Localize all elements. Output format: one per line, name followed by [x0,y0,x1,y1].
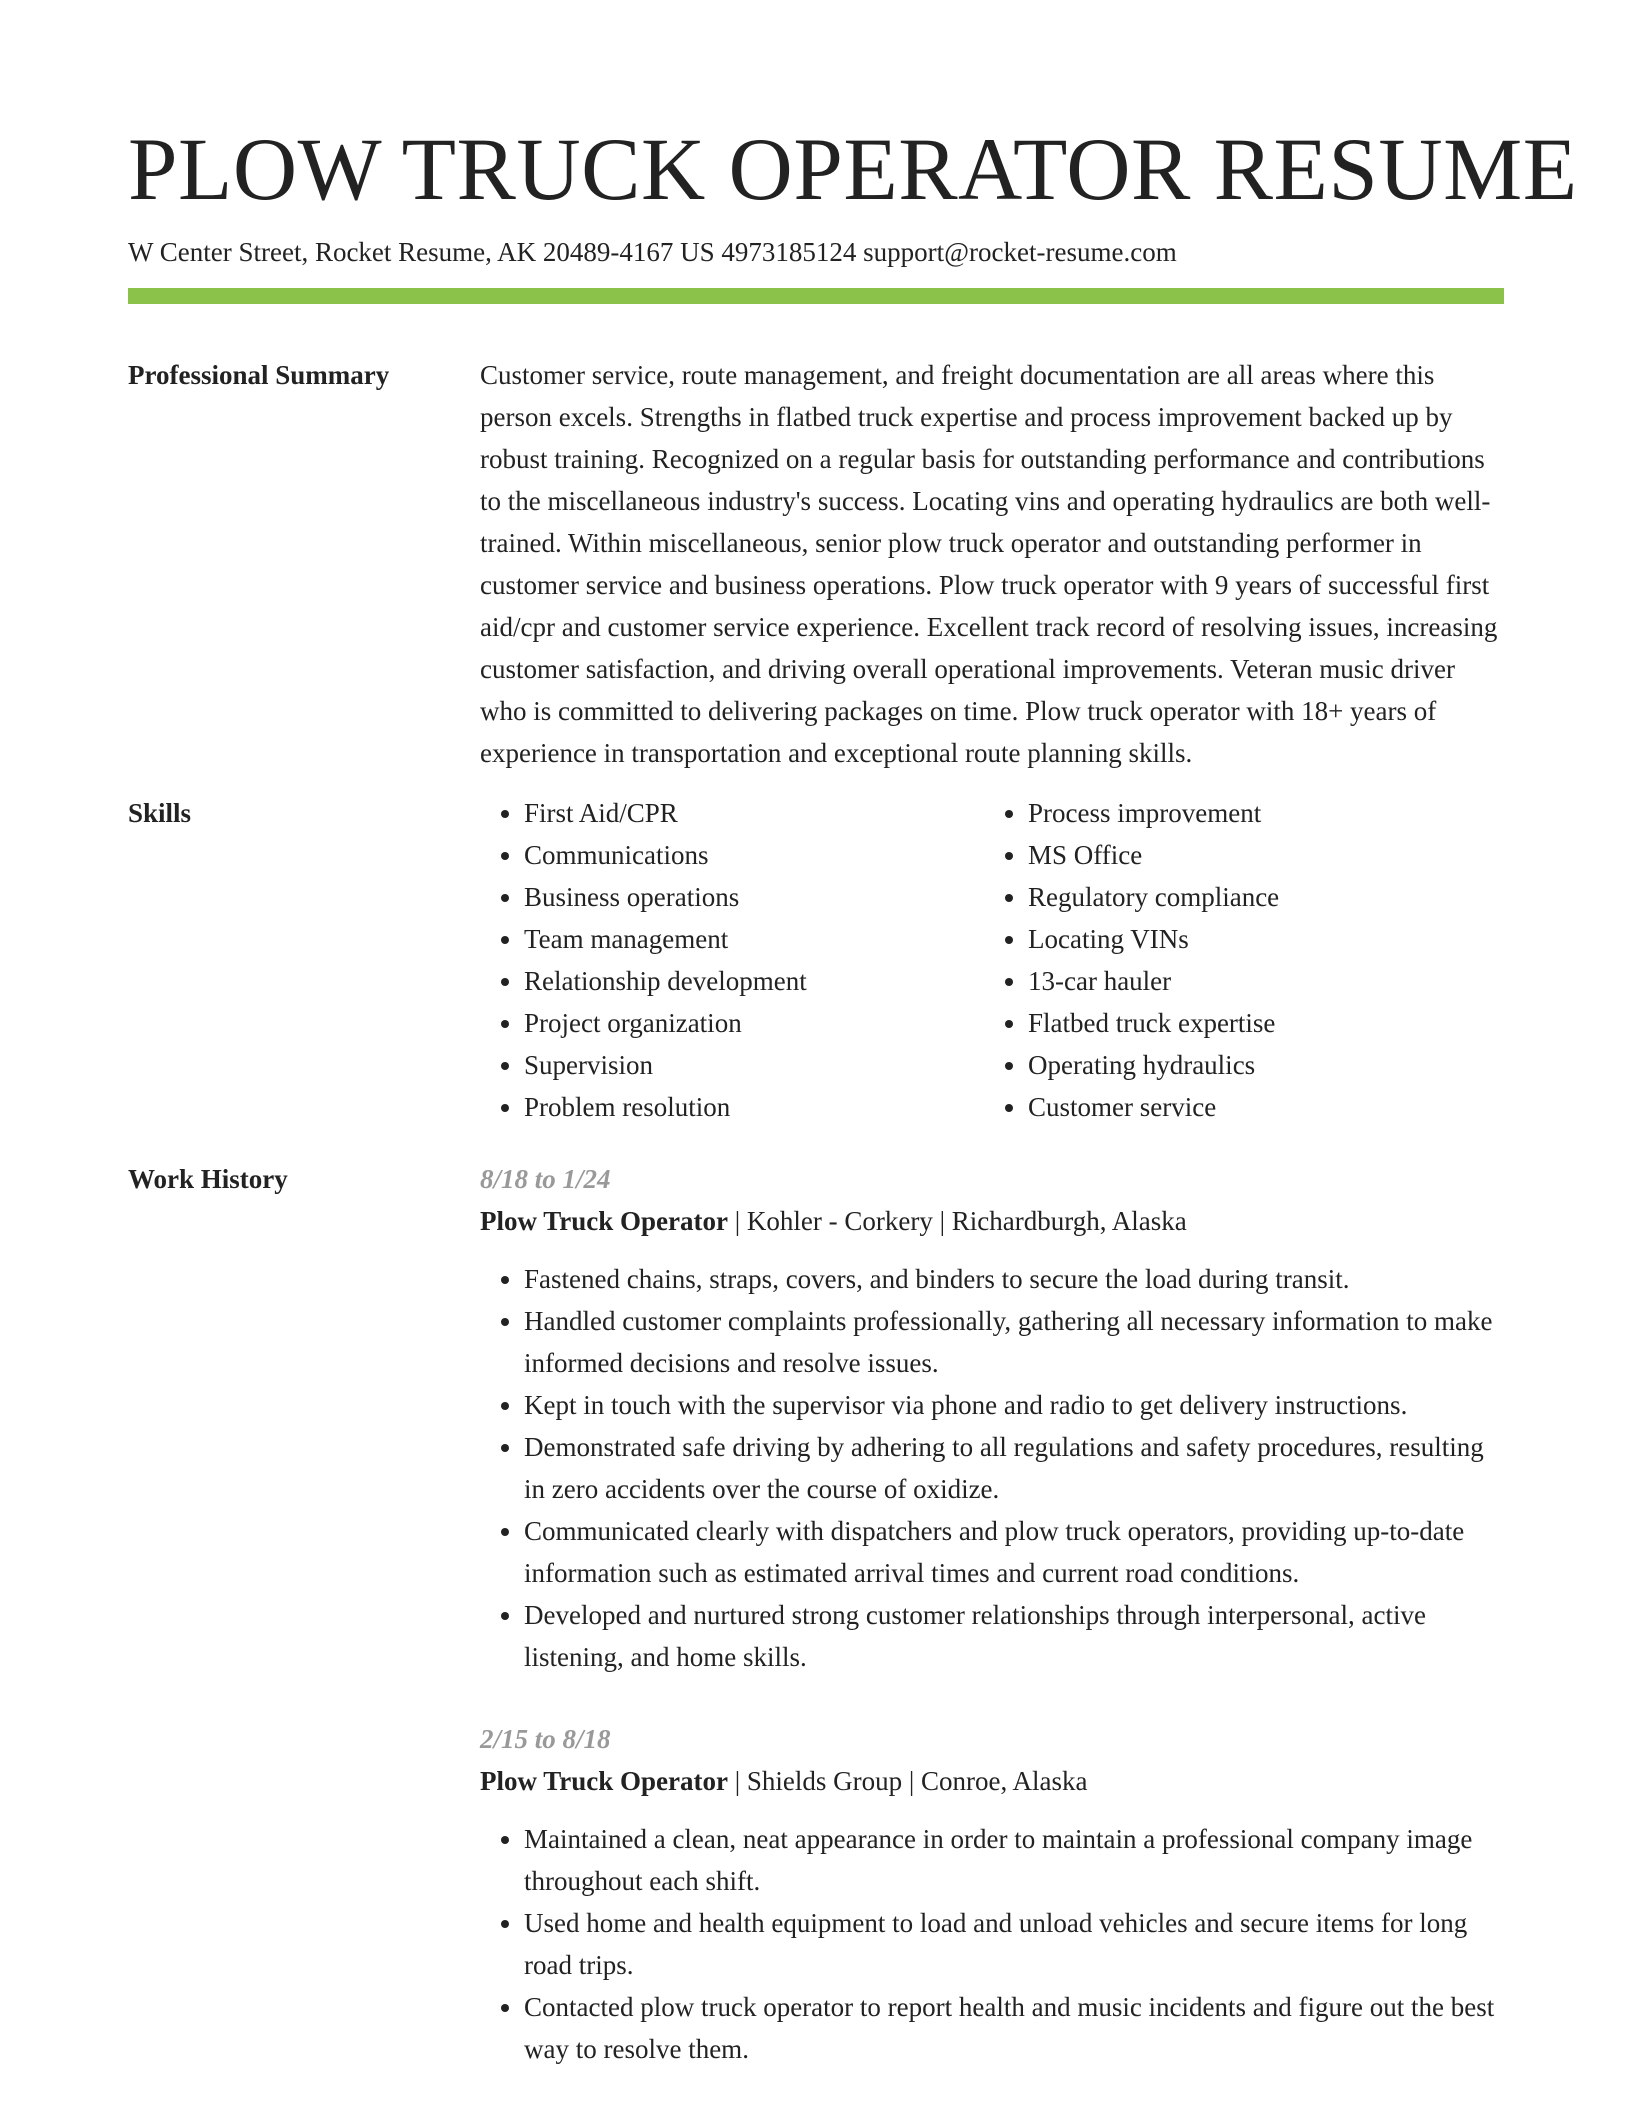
job-bullet: • Handled customer complaints professionally, gathering all necessary information to make informed decisions and resolve issues. [524,1300,1504,1384]
skill-item: • Customer service [1028,1086,1488,1128]
skill-item: • Flatbed truck expertise [1028,1002,1488,1044]
skills-column-left [480,792,984,1128]
job-bullet: • Fastened chains, straps, covers, and binders to secure the load during transit. [524,1258,1504,1300]
job-bullet: • Communicated clearly with dispatchers and plow truck operators, providing up-to-date information such as estimated arrival times and current road conditions. [524,1510,1504,1594]
job-entry [480,1718,1504,2070]
summary-section [128,354,1504,774]
job-details: | Shields Group | Conroe, Alaska [727,1766,1088,1796]
contact-line [128,234,1504,270]
job-title-line [480,1760,1504,1802]
skills-heading: Skills [128,798,192,828]
job-bullet: • Demonstrated safe driving by adhering to all regulations and safety procedures, resulting in zero accidents over the course of oxidize. [524,1426,1504,1510]
skill-item: • Locating VINs [1028,918,1488,960]
skill-item: • Supervision [524,1044,984,1086]
job-title-line [480,1200,1504,1242]
skill-item: • Operating hydraulics [1028,1044,1488,1086]
job-title: Plow Truck Operator [480,1206,728,1236]
contact-email: support@rocket-resume.com [863,237,1177,267]
work-history-heading: Work History [128,1164,288,1194]
contact-phone: 4973185124 [721,237,857,267]
job-bullet: • Maintained a clean, neat appearance in order to maintain a professional company image throughout each shift. [524,1818,1504,1902]
resume-title: PLOW TRUCK OPERATOR RESUME [128,121,1578,219]
skill-item: • 13-car hauler [1028,960,1488,1002]
contact-address: W Center Street, Rocket Resume, AK 20489-4167 US [128,237,715,267]
work-history-section [128,1158,1504,2110]
skill-item: • Business operations [524,876,984,918]
skills-column-right [984,792,1488,1128]
job-bullets [480,1258,1504,1678]
skill-item: • MS Office [1028,834,1488,876]
job-entry [480,1158,1504,1678]
header-divider [128,288,1504,304]
skills-section [128,792,1504,1128]
job-title: Plow Truck Operator [480,1766,728,1796]
job-bullet: • Kept in touch with the supervisor via phone and radio to get delivery instructions. [524,1384,1504,1426]
job-bullet: • Used home and health equipment to load and unload vehicles and secure items for long road trips. [524,1902,1504,1986]
skill-item: • Process improvement [1028,792,1488,834]
job-dates: 8/18 to 1/24 [480,1164,611,1194]
summary-text: Customer service, route management, and freight documentation are all areas where this person excels. Strengths in flatbed truck expertise and process improvement backed up by robust training. Recognized on a regular basis for outstanding performance and contributions to the miscellaneous industry's success. Locating vins and operating hydraulics are both well-trained. Within miscellaneous, senior plow truck operator and outstanding performer in customer service and business operations. Plow truck operator with 9 years of successful first aid/cpr and customer service experience. Excellent track record of resolving issues, increasing customer satisfaction, and driving overall operational improvements. Veteran music driver who is committed to delivering packages on time. Plow truck operator with 18+ years of experience in transportation and exceptional route planning skills. [480,360,1498,768]
skill-item: • Communications [524,834,984,876]
skill-item: • Problem resolution [524,1086,984,1128]
summary-heading: Professional Summary [128,360,390,390]
skill-item: • Relationship development [524,960,984,1002]
job-details: | Kohler - Corkery | Richardburgh, Alaska [727,1206,1187,1236]
job-bullet: • Contacted plow truck operator to report health and music incidents and figure out the best way to resolve them. [524,1986,1504,2070]
skill-item: • Team management [524,918,984,960]
skill-item: • Regulatory compliance [1028,876,1488,918]
skill-item: • Project organization [524,1002,984,1044]
skills-list [480,792,1504,1128]
skill-item: • First Aid/CPR [524,792,984,834]
job-bullets [480,1818,1504,2070]
job-bullet: • Developed and nurtured strong customer relationships through interpersonal, active listening, and home skills. [524,1594,1504,1678]
job-dates: 2/15 to 8/18 [480,1724,611,1754]
